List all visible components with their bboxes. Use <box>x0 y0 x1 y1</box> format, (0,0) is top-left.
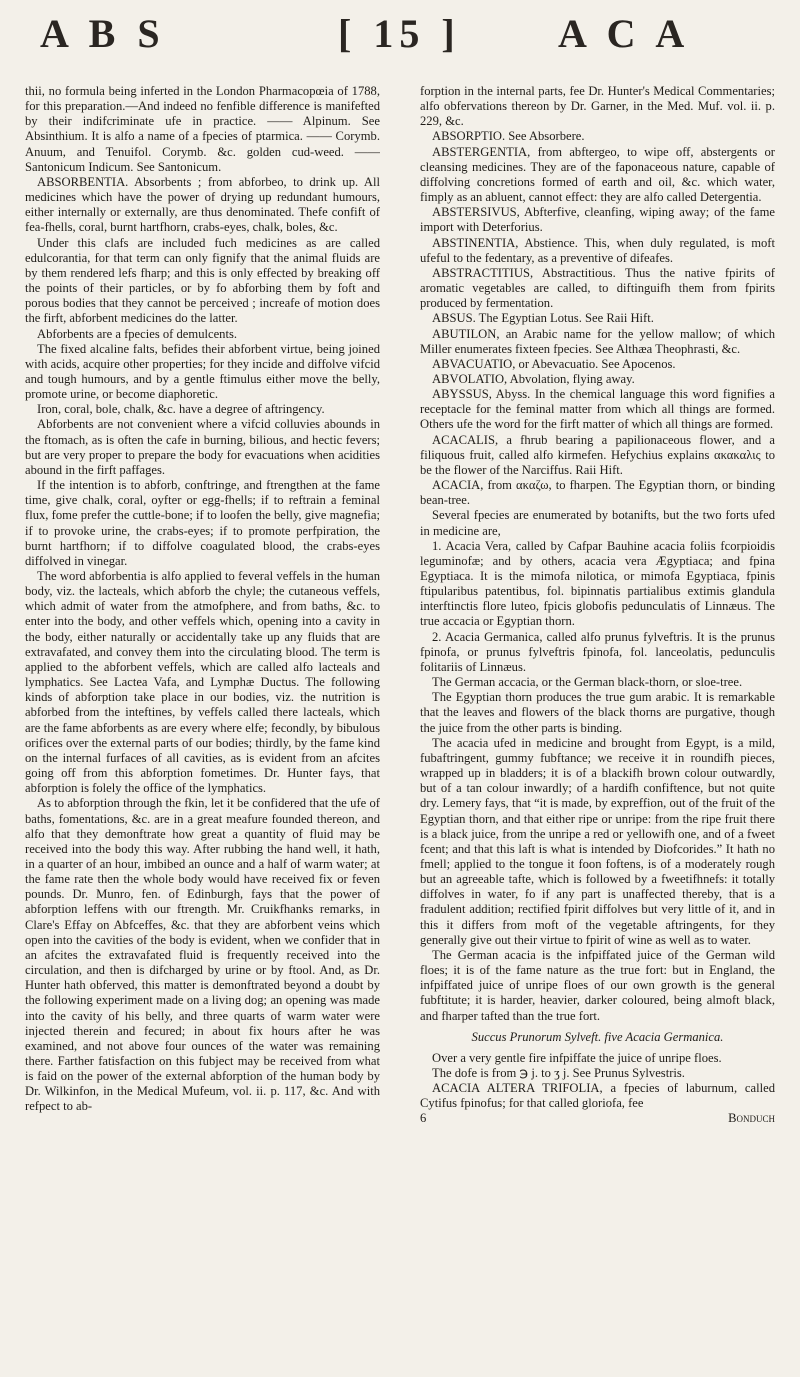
right-paragraph: The dofe is from ℈ j. to ʒ j. See Prunus Sylvestris. <box>432 1066 685 1080</box>
right-paragraph: ABYSSUS, Abyss. In the chemical language this word fignifies a receptacle for the feminal matter from which all things are formed. Others ufe the word for the firft matter of which all things are formed. <box>420 387 775 432</box>
running-header <box>0 10 800 66</box>
right-paragraph: The German acacia is the infpiffated juice of the German wild floes; it is of the fame nature as the true fort: but in England, the infpiffated juice of unripe floes of our own growth is the general fubftitute; it is harder, heavier, darker coloured, being almoft black, and fharper tafted than the true fort. <box>420 947 775 1023</box>
right-paragraph: ABSTERGENTIA, from abftergeo, to wipe off, abstergents or cleansing medicines. They are of the faponaceous nature, capable of diffolving concretions formed of earth and oil, &c. which water, fimply as an abluent, cannot effect: they are alfo called Detergentia. <box>420 144 775 205</box>
left-paragraph: The word abforbentia is alfo applied to feveral veffels in the human body, viz. the lacteals, which abforb the chyle; the cutaneous veffels, which admit of water from the atmofphere, and from baths, &c. to enter into the body, and other veffels which, opening into a cavity in the body, either naturally or accidentally take up any fluids that are extravafated, and convey them into the circulating blood. The term is applied to the abforbent veffels, which are called alfo lacteals and lymphatics. See Lactea Vafa, and Lymphæ Ductus. The following kinds of abforption take place in our bodies, viz. the nutrition is abforbed from the inteftines, by veffels called there lacteals, which are the fame abforbents as are every where elfe; fecondly, by bibulous orifices over the external parts of our bodies; thirdly, by the fame kind on the internal furfaces of all cavities, as is evident from an afcites going off from this abforption fometimes. Dr. Hunter fays, that abforption is folely the office of the lymphatics. <box>25 569 380 796</box>
header-page-number: [ 15 ] <box>338 11 461 56</box>
right-paragraph: ABSTRACTITIUS, Abstractitious. Thus the native fpirits of aromatic vegetables are called, to diftinguifh them from fpirits produced by fermentation. <box>420 265 775 311</box>
left-paragraph: As to abforption through the fkin, let it be confidered that the ufe of baths, fomentations, &c. are in a great meafure founded thereon, and alfo that they demonftrate how great a quantity of fluid may be received into the body this way. After rubbing the hand well, it hath, in a quarter of an hour, imbibed an ounce and a half of warm water; at the fame rate then the whole body would have received fix or feven pounds. Dr. Munro, fen. of Edinburgh, fays that the power of abforption leffens with our ftrength. Mr. Cruikfhanks remarks, in Clare's Effay on Abfceffes, &c. that they are abforbent veins which open into the cavities of the body is evident, when we confider that in an afcites the extravafated fluid is frequently received into the circulation, and then is difcharged by urine or by ftool. And, as Dr. Hunter hath obferved, this matter is demonftrated beyond a doubt by the following experiment made on a living dog; an opening was made into the cavity of his belly, and three quarts of warm water were injected therein and fecured; in about fix hours after he was examined, and not above four ounces of the water was remaining there. Farther fatisfaction on this fubject may be received from what is faid on the power of the external abforption of the human body by Dr. Wilkinfon, in the Medical Mufeum, vol. ii. p. 117, &c. And with refpect to ab- <box>25 796 380 1114</box>
catchword: Bonduch <box>728 1111 775 1126</box>
right-paragraph: ABVACUATIO, or Abevacuatio. See Apocenos. <box>432 356 676 371</box>
right-paragraph: ABSTINENTIA, Abstience. This, when duly regulated, is moft ufeful to the fedentary, as a preventive of difeafes. <box>420 235 775 265</box>
right-paragraph: ABSORPTIO. See Absorbere. <box>432 129 585 144</box>
header-left: A B S <box>40 11 166 56</box>
right-paragraph: ACACIA ALTERA TRIFOLIA, a fpecies of laburnum, called Cytifus fpinofus; for that called gloriofa, fee <box>420 1081 775 1111</box>
right-paragraph: forption in the internal parts, fee Dr. Hunter's Medical Commentaries; alfo obfervations thereon by Dr. Garner, in the Med. Muf. vol. ii. p. 229, &c. <box>420 84 775 129</box>
right-paragraph: ACACIA, from ακαζω, to fharpen. The Egyptian thorn, or binding bean-tree. <box>420 478 775 508</box>
right-paragraph: ABUTILON, an Arabic name for the yellow mallow; of which Miller enumerates fixteen fpecies. See Althæa Theophrasti, &c. <box>420 326 775 356</box>
left-paragraph: Abforbents are not convenient where a vifcid colluvies abounds in the ftomach, as is often the cafe in burning, bilious, and hectic fevers; but are very proper to prepare the body for evacuations when acidities abound in the firft paffages. <box>25 417 380 477</box>
signature-mark: 6 <box>420 1111 427 1126</box>
left-paragraph: Under this clafs are included fuch medicines as are called edulcorantia, for that term can only fignify that the animal fluids are by them rendered lefs fharp; and this is only effected by breaking off the points of their particles, or by fo abforbing them by foft and porous bodies that they cannot be perceived ; increafe of motion does the firft, abforbent medicines do the latter. <box>25 235 380 326</box>
left-paragraph: Abforbents are a fpecies of demulcents. <box>37 326 238 341</box>
right-paragraph: 2. Acacia Germanica, called alfo prunus fylveftris. It is the prunus fpinofa, or prunus fylveftris fpinofa, fol. lanceolatis, pedunculis folitariis of Linnæus. <box>420 629 775 674</box>
left-paragraph: If the intention is to abforb, conftringe, and ftrengthen at the fame time, give chalk, coral, oyfter or egg-fhells; if to reftrain a feminal flux, fome prefer the cuttle-bone; if to loofen the belly, give magnefia; if to provoke urine, the crabs-eyes; if to promote perfpiration, the burnt hartfhorn; if to diffolve coagulated blood, the crabs-eyes diffolved in vinegar. <box>25 478 380 568</box>
right-paragraph: Over a very gentle fire infpiffate the juice of unripe floes. <box>432 1050 722 1065</box>
page-footer <box>420 1111 775 1126</box>
recipe-heading: Succus Prunorum Sylveft. five Acacia Germanica. <box>471 1029 724 1044</box>
left-paragraph: Iron, coral, bole, chalk, &c. have a degree of aftringency. <box>37 402 325 417</box>
right-paragraph: ABVOLATIO, Abvolation, flying away. <box>432 371 635 386</box>
right-paragraph: ACACALIS, a fhrub bearing a papilionaceous flower, and a filiquous fruit, called alfo kirmefen. Hefychius explains ακακαλις to be the flower of the Narciffus. Raii Hift. <box>420 432 775 477</box>
right-column <box>420 84 775 1369</box>
left-paragraph: thii, no formula being inferted in the London Pharmacopœia of 1788, for this preparation.—And indeed no fenfible difference is manifefted by their indifcriminate ufe in practice. —— Alpinum. See Absinthium. It is alfo a name of a fpecies of ptarmica. —— Corymb. Anuum, and Tenuifol. Corymb. &c. golden cud-weed. —— Santonicum Indicum. See Santonicum. <box>25 84 380 174</box>
left-paragraph: The fixed alcaline falts, befides their abforbent virtue, being joined with acids, acquire other properties; for they incide and diffolve vifcid and tough humours, and by a gentle ftimulus either move the belly, promote urine, or become diaphoretic. <box>25 341 380 402</box>
right-paragraph: Several fpecies are enumerated by botanifts, but the two forts ufed in medicine are, <box>420 508 775 538</box>
right-paragraph: The acacia ufed in medicine and brought from Egypt, is a mild, fubaftringent, gummy fubftance; we receive it in roundifh pieces, wrapped up in bladders; it is of a blackifh brown colour outwardly, but of a tan colour inwardly; of a hardifh confiftence, but not quite dry. Lemery fays, that “it is made, by expreffion, out of the fruit of the Egyptian thorn, and that either ripe or unripe: from the ripe fruit there is a black juice, from the unripe a red or yellowifh one, and of a fweet fcent; and that this laft is what is intended by Diofcorides.” It hath no fmell; applied to the tongue it foon foftens, is of a moderately rough but an agreeable tafte, which is followed by a fweetifhnefs: it totally diffolves in water, fo if any part is unaffected thereby, that is a fradulent addition; rectified fpirit diffolves but very little of it, and in this it differs from moft of the vegetable aftringents, for they generally give out their virtue to fpirit of wine as well as to water. <box>420 735 775 947</box>
left-column <box>25 84 380 1369</box>
right-paragraph: ABSTERSIVUS, Abfterfive, cleanfing, wiping away; of the fame import with Deterforius. <box>420 205 775 235</box>
right-paragraph: ABSUS. The Egyptian Lotus. See Raii Hift. <box>432 311 654 326</box>
right-paragraph: The German accacia, or the German black-thorn, or sloe-tree. <box>432 675 743 690</box>
header-right: A C A <box>558 11 691 56</box>
left-paragraph: ABSORBENTIA. Absorbents ; from abforbeo, to drink up. All medicines which have the power of drying up redundant humours, either internally or externally, are thus denominated. Thefe confift of fea-fhells, coral, burnt hartfhorn, crabs-eyes, chalk, boles, &c. <box>25 174 380 235</box>
right-paragraph: The Egyptian thorn produces the true gum arabic. It is remarkable that the leaves and flowers of the black thorns are purgative, though the juice from the other parts is binding. <box>420 690 775 735</box>
right-paragraph: 1. Acacia Vera, called by Cafpar Bauhine acacia foliis fcorpioidis leguminofæ; and by others, acacia vera Ægyptiaca; and fpina Egyptiaca. It is the mimofa nilotica, or mimofa Egyptiaca, fpinis ftipularibus patentibus, fol. bipinnatis partialibus extimis glandula interftinctis flore luteo, fpicis globofis pedunculatis of Linnæus. The true accacia or Egyptian thorn. <box>420 538 775 629</box>
